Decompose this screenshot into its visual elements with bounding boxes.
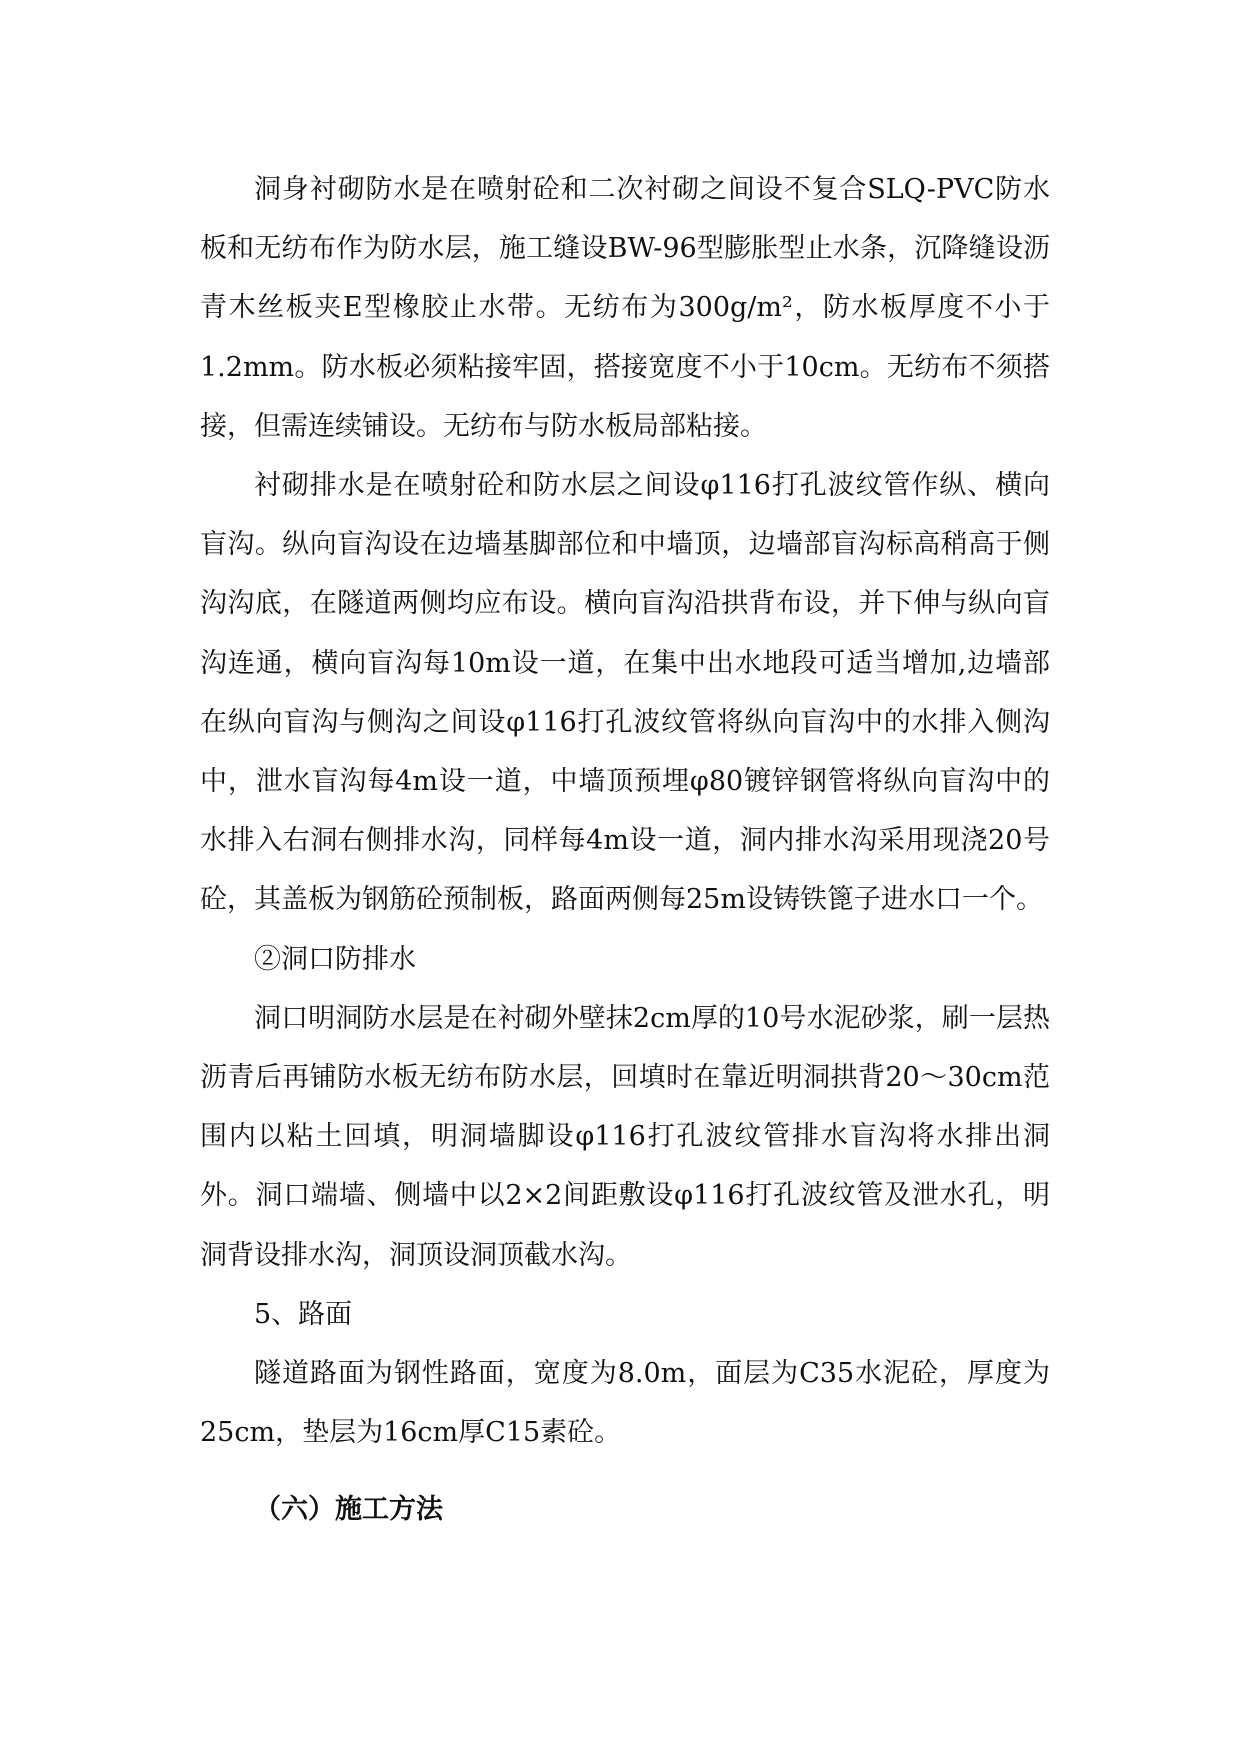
- paragraph-lining-drainage: 衬砌排水是在喷射砼和防水层之间设φ116打孔波纹管作纵、横向盲沟。纵向盲沟设在边墙基脚部位和中墙顶，边墙部盲沟标高稍高于侧沟沟底，在隧道两侧均应布设。横向盲沟沿拱背布设，并下伸与纵向盲沟连通，横向盲沟每10m设一道，在集中出水地段可适当增加,边墙部在纵向盲沟与侧沟之间设φ116打孔波纹管将纵向盲沟中的水排入侧沟中，泄水盲沟每4m设一道，中墙顶预埋φ80镀锌钢管将纵向盲沟中的水排入右洞右侧排水沟，同样每4m设一道，洞内排水沟采用现浇20号砼，其盖板为钢筋砼预制板，路面两侧每25m设铸铁篦子进水口一个。: [200, 470, 1050, 916]
- subheading-portal-drainage: ②洞口防排水: [254, 943, 416, 975]
- paragraph-portal-waterproof: 洞口明洞防水层是在衬砌外壁抹2cm厚的10号水泥砂浆，刷一层热沥青后再铺防水板无纺布防水层，回填时在靠近明洞拱背20～30cm范围内以粘土回填，明洞墙脚设φ116打孔波纹管排水盲沟将水排出洞外。洞口端墙、侧墙中以2×2间距敷设φ116打孔波纹管及泄水孔，明洞背设排水沟，洞顶设洞顶截水沟。: [200, 1002, 1050, 1271]
- subheading-pavement: 5、路面: [254, 1298, 353, 1330]
- section-heading-construction-method: （六）施工方法: [254, 1494, 443, 1526]
- paragraph-lining-waterproof: 洞身衬砌防水是在喷射砼和二次衬砌之间设不复合SLQ-PVC防水板和无纺布作为防水层，施工缝设BW-96型膨胀型止水条，沉降缝设沥青木丝板夹E型橡胶止水带。无纺布为300g/m²，防水板厚度不小于1.2mm。防水板必须粘接牢固，搭接宽度不小于10cm。无纺布不须搭接，但需连续铺设。无纺布与防水板局部粘接。: [200, 174, 1050, 442]
- paragraph-pavement: 隧道路面为钢性路面，宽度为8.0m，面层为C35水泥砼，厚度为25cm，垫层为16cm厚C15素砼。: [200, 1358, 1050, 1449]
- document-body: [200, 160, 1050, 1540]
